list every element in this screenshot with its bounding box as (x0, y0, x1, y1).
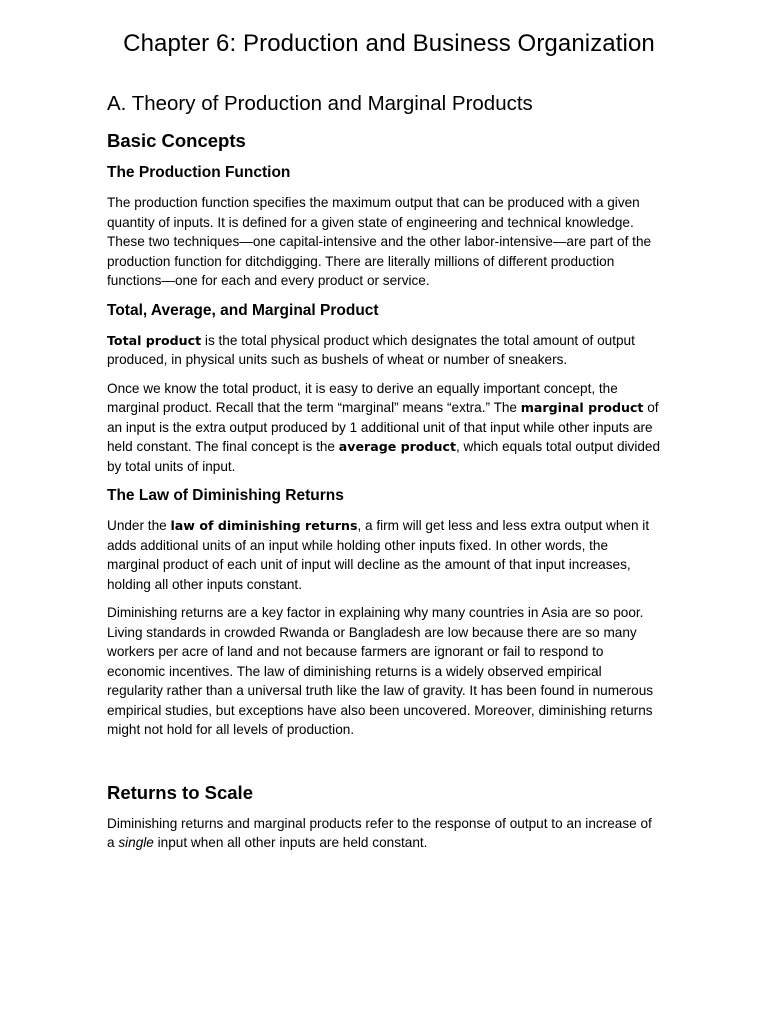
marginal-text-a: Once we know the total product, it is easy to derive an equally important concept, the marginal product. Recall that the term “marginal” means “extra.” The (107, 380, 618, 415)
production-function-paragraph: The production function specifies the maximum output that can be produced with a given quantity of inputs. It is defined for a given state of engineering and technical knowledge. These two techniques—one capital-intensive and the other labor-intensive—are part of the production function for ditchdigging. There are literally millions of different production functions—one for each and every product or service. (107, 195, 652, 288)
marginal-text-b: of an input is the extra output produced by 1 additional unit of that input while other inputs are held constant. The final concept is the (107, 400, 659, 454)
law-of-diminishing-returns-term: law of diminishing returns (170, 518, 358, 533)
diminishing-text-b: , a firm will get less and less extra output when it adds additional units of an input while holding other inputs fixed. In other words, the marginal product of each unit of input will decline as the amount of that input increases, holding all other inputs constant. (107, 518, 650, 592)
rts-emphasis-single: single (118, 835, 154, 850)
marginal-text-c: , which equals total output divided by total units of input. (107, 439, 661, 474)
average-product-term: average product (338, 439, 456, 454)
diminishing-text-a: Under the (107, 518, 171, 533)
total-product-term: Total product (107, 332, 202, 348)
diminishing-paragraph-1 (107, 516, 661, 594)
marginal-product-term: marginal product (520, 400, 644, 415)
production-function-heading: The Production Function (107, 164, 291, 181)
returns-to-scale-heading: Returns to Scale (107, 781, 253, 803)
tam-heading: Total, Average, and Marginal Product (107, 301, 379, 319)
total-product-text: is the total physical product which designates the total amount of output produced, in physical units such as bushels of wheat or number of sneakers. (107, 332, 635, 367)
total-product-paragraph (107, 331, 661, 370)
rts-text-b: input when all other inputs are held constant. (153, 835, 428, 850)
chapter-title: Chapter 6: Production and Business Organization (123, 30, 655, 57)
section-a-title: A. Theory of Production and Marginal Products (107, 92, 533, 115)
rts-text-a: Diminishing returns and marginal products refer to the response of output to an increase of a (107, 815, 652, 850)
basic-concepts-heading: Basic Concepts (107, 130, 246, 151)
diminishing-paragraph-2: Diminishing returns are a key factor in explaining why many countries in Asia are so poor. Living standards in crowded Rwanda or Bangladesh are low because there are so many workers per acre of land and not because farmers are ignorant or fail to respond to economic incentives. The law of diminishing returns is a widely observed empirical regularity rather than a universal truth like the law of gravity. It has been found in numerous empirical studies, but exceptions have also been uncovered. Moreover, diminishing returns might not hold for all levels of production. (107, 605, 654, 737)
section-spacer (107, 749, 661, 780)
document-body (107, 90, 661, 862)
marginal-product-paragraph (107, 379, 661, 477)
diminishing-returns-heading: The Law of Diminishing Returns (107, 487, 344, 504)
returns-to-scale-paragraph (107, 814, 661, 853)
